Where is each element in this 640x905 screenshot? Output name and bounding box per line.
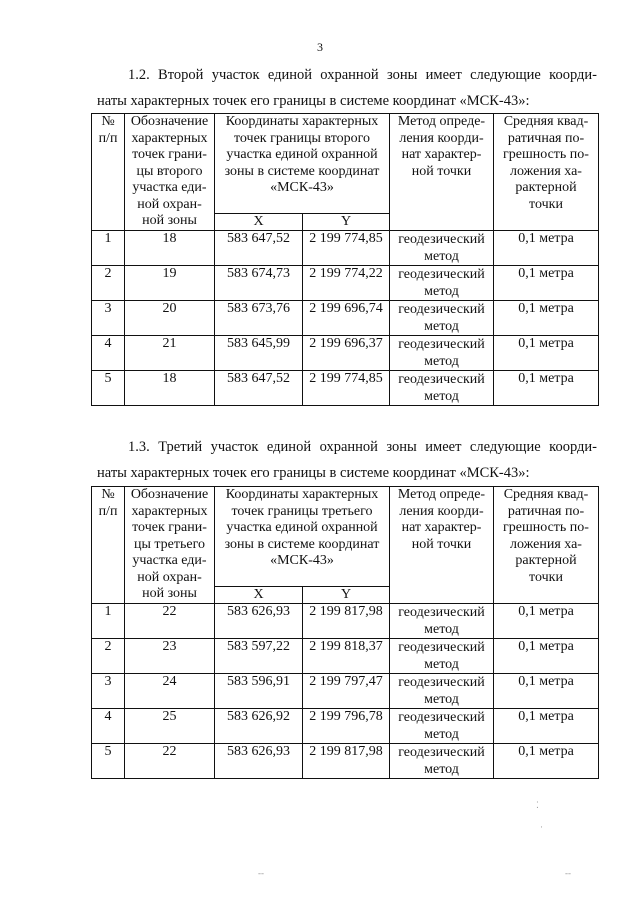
point-label: 21: [125, 335, 215, 370]
scan-speck: ‐‐: [258, 868, 264, 878]
section-3-intro: [97, 434, 597, 486]
header-accuracy: Средняя квад- ратичная по- грешность по- ложения ха- рактерной точки: [494, 114, 599, 231]
point-label: 22: [125, 603, 215, 638]
header-x: X: [215, 213, 303, 230]
row-number: 2: [92, 265, 125, 300]
table-header-row: [92, 114, 599, 214]
header-x: X: [215, 586, 303, 603]
table-row: [92, 708, 599, 743]
x-coordinate: 583 626,92: [215, 708, 303, 743]
accuracy-cell: 0,1 метра: [494, 370, 599, 405]
method-cell: геодезический метод: [390, 265, 494, 300]
accuracy-cell: 0,1 метра: [494, 265, 599, 300]
y-coordinate: 2 199 696,37: [303, 335, 390, 370]
y-coordinate: 2 199 817,98: [303, 743, 390, 778]
x-coordinate: 583 647,52: [215, 370, 303, 405]
header-y: Y: [303, 586, 390, 603]
coordinates-table-section-3: [91, 486, 599, 779]
row-number: 4: [92, 708, 125, 743]
scan-speck: ‐‐: [565, 868, 571, 878]
row-number: 5: [92, 743, 125, 778]
point-label: 20: [125, 300, 215, 335]
y-coordinate: 2 199 696,74: [303, 300, 390, 335]
table-row: [92, 603, 599, 638]
table-row: [92, 335, 599, 370]
header-point-designation: Обозначение характерных точек грани- цы третьего участка еди- ной охран- ной зоны: [125, 487, 215, 604]
intro-line: 1.3. Третий участок единой охранной зоны имеет следующие коорди-: [128, 439, 597, 455]
method-cell: геодезический метод: [390, 300, 494, 335]
accuracy-cell: 0,1 метра: [494, 300, 599, 335]
row-number: 4: [92, 335, 125, 370]
x-coordinate: 583 673,76: [215, 300, 303, 335]
table-row: [92, 638, 599, 673]
x-coordinate: 583 645,99: [215, 335, 303, 370]
y-coordinate: 2 199 774,85: [303, 230, 390, 265]
table-row: [92, 300, 599, 335]
coordinates-table-section-2: [91, 113, 599, 406]
x-coordinate: 583 596,91: [215, 673, 303, 708]
method-cell: геодезический метод: [390, 743, 494, 778]
point-label: 18: [125, 230, 215, 265]
accuracy-cell: 0,1 метра: [494, 743, 599, 778]
y-coordinate: 2 199 774,22: [303, 265, 390, 300]
y-coordinate: 2 199 817,98: [303, 603, 390, 638]
scan-speck: ·: [540, 822, 543, 832]
header-number: № п/п: [92, 487, 125, 604]
method-cell: геодезический метод: [390, 370, 494, 405]
row-number: 1: [92, 603, 125, 638]
section-2-intro: [97, 62, 597, 114]
table-row: [92, 370, 599, 405]
y-coordinate: 2 199 818,37: [303, 638, 390, 673]
header-method: Метод опреде- ления коорди- нат характер- ной точки: [390, 114, 494, 231]
x-coordinate: 583 597,22: [215, 638, 303, 673]
point-label: 19: [125, 265, 215, 300]
x-coordinate: 583 626,93: [215, 743, 303, 778]
table-header-row: [92, 487, 599, 587]
method-cell: геодезический метод: [390, 638, 494, 673]
table-row: [92, 743, 599, 778]
scan-speck: ⁚: [536, 800, 539, 810]
accuracy-cell: 0,1 метра: [494, 638, 599, 673]
point-label: 24: [125, 673, 215, 708]
y-coordinate: 2 199 796,78: [303, 708, 390, 743]
point-label: 18: [125, 370, 215, 405]
accuracy-cell: 0,1 метра: [494, 673, 599, 708]
method-cell: геодезический метод: [390, 603, 494, 638]
header-point-designation: Обозначение характерных точек грани- цы второго участка еди- ной охран- ной зоны: [125, 114, 215, 231]
accuracy-cell: 0,1 метра: [494, 708, 599, 743]
row-number: 3: [92, 673, 125, 708]
x-coordinate: 583 626,93: [215, 603, 303, 638]
intro-line: наты характерных точек его границы в системе координат «МСК-43»:: [97, 93, 530, 109]
intro-line: наты характерных точек его границы в системе координат «МСК-43»:: [97, 465, 530, 481]
row-number: 5: [92, 370, 125, 405]
table-row: [92, 265, 599, 300]
y-coordinate: 2 199 774,85: [303, 370, 390, 405]
x-coordinate: 583 674,73: [215, 265, 303, 300]
method-cell: геодезический метод: [390, 708, 494, 743]
row-number: 1: [92, 230, 125, 265]
table-row: [92, 673, 599, 708]
row-number: 2: [92, 638, 125, 673]
accuracy-cell: 0,1 метра: [494, 603, 599, 638]
method-cell: геодезический метод: [390, 673, 494, 708]
y-coordinate: 2 199 797,47: [303, 673, 390, 708]
page-number: 3: [317, 40, 323, 54]
point-label: 25: [125, 708, 215, 743]
header-y: Y: [303, 213, 390, 230]
header-number: № п/п: [92, 114, 125, 231]
method-cell: геодезический метод: [390, 335, 494, 370]
method-cell: геодезический метод: [390, 230, 494, 265]
header-coordinates: Координаты характерных точек границы третьего участка единой охранной зоны в системе координат «МСК-43»: [215, 487, 390, 587]
point-label: 22: [125, 743, 215, 778]
header-coordinates: Координаты характерных точек границы второго участка единой охранной зоны в системе координат «МСК-43»: [215, 114, 390, 214]
intro-line: 1.2. Второй участок единой охранной зоны имеет следующие коорди-: [128, 67, 597, 83]
row-number: 3: [92, 300, 125, 335]
header-method: Метод опреде- ления коорди- нат характер- ной точки: [390, 487, 494, 604]
accuracy-cell: 0,1 метра: [494, 335, 599, 370]
accuracy-cell: 0,1 метра: [494, 230, 599, 265]
point-label: 23: [125, 638, 215, 673]
table-row: [92, 230, 599, 265]
header-accuracy: Средняя квад- ратичная по- грешность по- ложения ха- рактерной точки: [494, 487, 599, 604]
x-coordinate: 583 647,52: [215, 230, 303, 265]
